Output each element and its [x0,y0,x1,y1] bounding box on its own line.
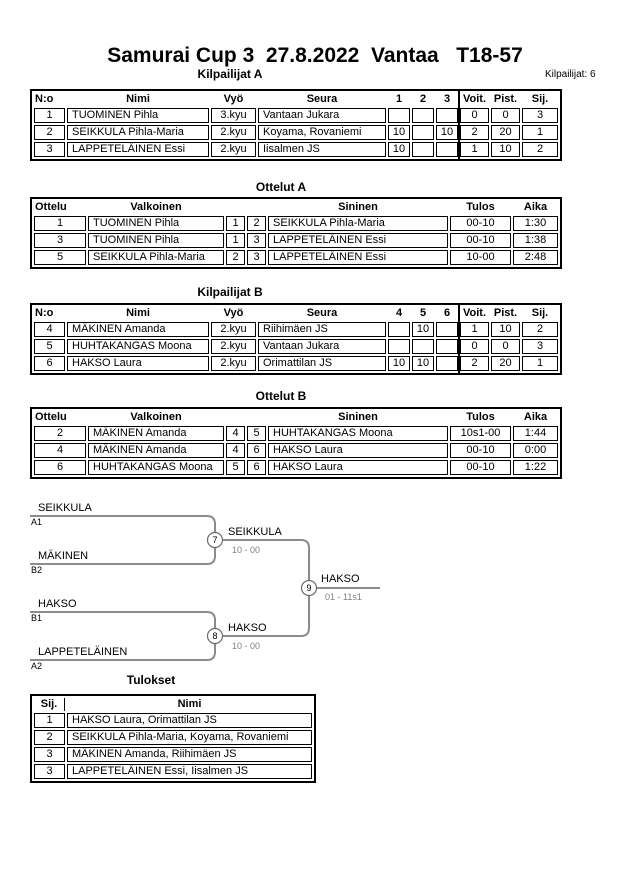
cell-points: 10 [491,142,520,157]
cell-match-no: 1 [34,216,86,231]
cell-place: 2 [522,322,558,337]
section-title-pool-a: Kilpailijat A [197,67,263,81]
cell-place: 3 [34,764,65,779]
cell-white-name: TUOMINEN Pihla [88,233,224,248]
cell-blue-no: 6 [247,460,266,475]
cell-white-no: 1 [226,216,245,231]
col-round3-header: 3 [443,93,451,105]
cell-number: 6 [34,356,65,371]
cell-points: 10 [491,322,520,337]
cell-score1: 10 [388,356,410,371]
cell-belt: 2.kyu [211,356,256,371]
cell-time: 1:44 [513,426,558,441]
cell-blue-name: HAKSO Laura [268,443,448,458]
cell-place: 3 [522,339,558,354]
cell-number: 3 [34,142,65,157]
cell-place: 1 [522,356,558,371]
match-9-number: 9 [306,583,312,593]
col-wins-header: Voit. [462,93,486,105]
cell-match-no: 3 [34,233,86,248]
cell-club: Orimattilan JS [258,356,386,371]
cell-name: LAPPETELÄINEN Essi, Iisalmen JS [67,764,312,779]
cell-result: 00-10 [450,460,511,475]
col-blue-header: Sininen [338,201,378,213]
cell-name: HUHTAKANGAS Moona [67,339,209,354]
cell-white-name: MÄKINEN Amanda [88,426,224,441]
table-row [34,747,312,762]
cell-blue-name: HAKSO Laura [268,460,448,475]
col-place-header: Sij. [531,307,549,319]
bracket-entry-seed: A2 [31,661,43,671]
col-white-header: Valkoinen [130,411,182,423]
cell-result: 00-10 [450,233,511,248]
cell-number: 4 [34,322,65,337]
col-belt-header: Vyö [223,307,244,319]
final-winner-name: HAKSO [321,573,360,585]
cell-place: 2 [34,730,65,745]
cell-score2: 10 [412,356,434,371]
cell-match-no: 6 [34,460,86,475]
col-club-header: Seura [306,307,338,319]
bracket-entry-name: SEIKKULA [38,502,92,514]
cell-number: 5 [34,339,65,354]
cell-name: SEIKKULA Pihla-Maria, Koyama, Rovaniemi [67,730,312,745]
col-round5-header: 5 [419,307,427,319]
section-title-matches-a: Ottelut A [255,180,307,194]
cell-blue-name: LAPPETELÄINEN Essi [268,250,448,265]
cell-match-no: 2 [34,426,86,441]
cell-blue-name: LAPPETELÄINEN Essi [268,233,448,248]
cell-club: Vantaan Jukara [258,339,386,354]
cell-result: 00-10 [450,443,511,458]
section-title-pool-b: Kilpailijat B [197,285,263,299]
cell-club: Vantaan Jukara [258,108,386,123]
table-row [34,730,312,745]
semifinal1-winner-name: SEIKKULA [228,526,282,538]
col-name-header: Nimi [177,698,202,710]
table-row [34,713,312,728]
table-row [34,764,312,779]
cell-score2: 10 [412,322,434,337]
cell-match-no: 4 [34,443,86,458]
cell-blue-no: 6 [247,443,266,458]
cell-place: 3 [522,108,558,123]
col-blue-header: Sininen [338,411,378,423]
section-title-results: Tulokset [126,673,176,687]
cell-wins: 2 [460,356,489,371]
cell-points: 0 [491,108,520,123]
col-time-header: Aika [523,411,548,423]
bracket-entry-seed: A1 [31,517,43,527]
cell-white-no: 5 [226,460,245,475]
page-title: Samurai Cup 3 27.8.2022 Vantaa T18-57 [107,44,523,67]
cell-white-no: 4 [226,426,245,441]
cell-points: 20 [491,125,520,140]
cell-white-name: HUHTAKANGAS Moona [88,460,224,475]
cell-time: 2:48 [513,250,558,265]
cell-points: 20 [491,356,520,371]
cell-time: 1:22 [513,460,558,475]
cell-white-no: 4 [226,443,245,458]
cell-blue-name: SEIKKULA Pihla-Maria [268,216,448,231]
cell-name: MÄKINEN Amanda [67,322,209,337]
cell-wins: 2 [460,125,489,140]
cell-white-name: MÄKINEN Amanda [88,443,224,458]
match-8-number: 8 [212,631,218,641]
cell-time: 1:38 [513,233,558,248]
cell-club: Iisalmen JS [258,142,386,157]
cell-belt: 2.kyu [211,339,256,354]
cell-time: 0:00 [513,443,558,458]
col-time-header: Aika [523,201,548,213]
cell-points: 0 [491,339,520,354]
cell-match-no: 5 [34,250,86,265]
section-title-matches-b: Ottelut B [255,389,307,403]
col-place-header: Sij. [531,93,549,105]
bracket-entry-seed: B1 [31,613,43,623]
cell-wins: 0 [460,108,489,123]
cell-time: 1:30 [513,216,558,231]
cell-place: 1 [34,713,65,728]
cell-result: 00-10 [450,216,511,231]
col-number-header: N:o [35,307,54,319]
cell-white-no: 2 [226,250,245,265]
match-7-number: 7 [212,535,218,545]
col-round1-header: 1 [395,93,403,105]
cell-belt: 2.kyu [211,322,256,337]
cell-name: MÄKINEN Amanda, Riihimäen JS [67,747,312,762]
semifinal1-score: 10 - 00 [232,545,261,555]
cell-place: 2 [522,142,558,157]
results-table [30,694,316,783]
final-score: 01 - 11s1 [325,592,362,602]
bracket-entry-seed: B2 [31,565,43,575]
cell-belt: 2.kyu [211,142,256,157]
semifinal2-winner-name: HAKSO [228,622,267,634]
col-club-header: Seura [306,93,338,105]
header-row [34,698,312,711]
cell-white-no: 1 [226,233,245,248]
bracket-entry-name: MÄKINEN [38,550,89,562]
semifinal2-score: 10 - 00 [232,641,261,651]
col-round6-header: 6 [443,307,451,319]
cell-score1: 10 [388,125,410,140]
col-points-header: Pist. [493,93,518,105]
col-white-header: Valkoinen [130,201,182,213]
col-result-header: Tulos [466,201,495,213]
bracket-entry-name: HAKSO [38,598,77,610]
cell-white-name: TUOMINEN Pihla [88,216,224,231]
cell-score3: 10 [436,125,458,140]
col-round4-header: 4 [395,307,403,319]
cell-wins: 1 [460,322,489,337]
col-points-header: Pist. [493,307,518,319]
col-belt-header: Vyö [223,93,244,105]
col-name-header: Nimi [126,93,150,105]
cell-club: Koyama, Rovaniemi [258,125,386,140]
col-round2-header: 2 [419,93,427,105]
cell-place: 3 [34,747,65,762]
cell-wins: 1 [460,142,489,157]
cell-blue-no: 5 [247,426,266,441]
bracket-entry-name: LAPPETELÄINEN [38,646,128,658]
col-match-header: Ottelu [35,201,67,213]
cell-number: 2 [34,125,65,140]
cell-white-name: SEIKKULA Pihla-Maria [88,250,224,265]
cell-belt: 2.kyu [211,125,256,140]
cell-result: 10-00 [450,250,511,265]
cell-club: Riihimäen JS [258,322,386,337]
cell-blue-no: 2 [247,216,266,231]
col-place-header: Sij. [34,698,65,711]
cell-name: SEIKKULA Pihla-Maria [67,125,209,140]
cell-result: 10s1-00 [450,426,511,441]
cell-blue-no: 3 [247,250,266,265]
col-wins-header: Voit. [462,307,486,319]
cell-number: 1 [34,108,65,123]
cell-name: HAKSO Laura [67,356,209,371]
competitors-count-note: Kilpailijat: 6 [545,69,596,80]
col-match-header: Ottelu [35,411,67,423]
cell-place: 1 [522,125,558,140]
col-name-header: Nimi [126,307,150,319]
col-number-header: N:o [35,93,54,105]
cell-name: LAPPETELÄINEN Essi [67,142,209,157]
cell-wins: 0 [460,339,489,354]
cell-blue-no: 3 [247,233,266,248]
cell-belt: 3.kyu [211,108,256,123]
col-result-header: Tulos [466,411,495,423]
cell-name: TUOMINEN Pihla [67,108,209,123]
cell-score1: 10 [388,142,410,157]
cell-blue-name: HUHTAKANGAS Moona [268,426,448,441]
cell-name: HAKSO Laura, Orimattilan JS [67,713,312,728]
